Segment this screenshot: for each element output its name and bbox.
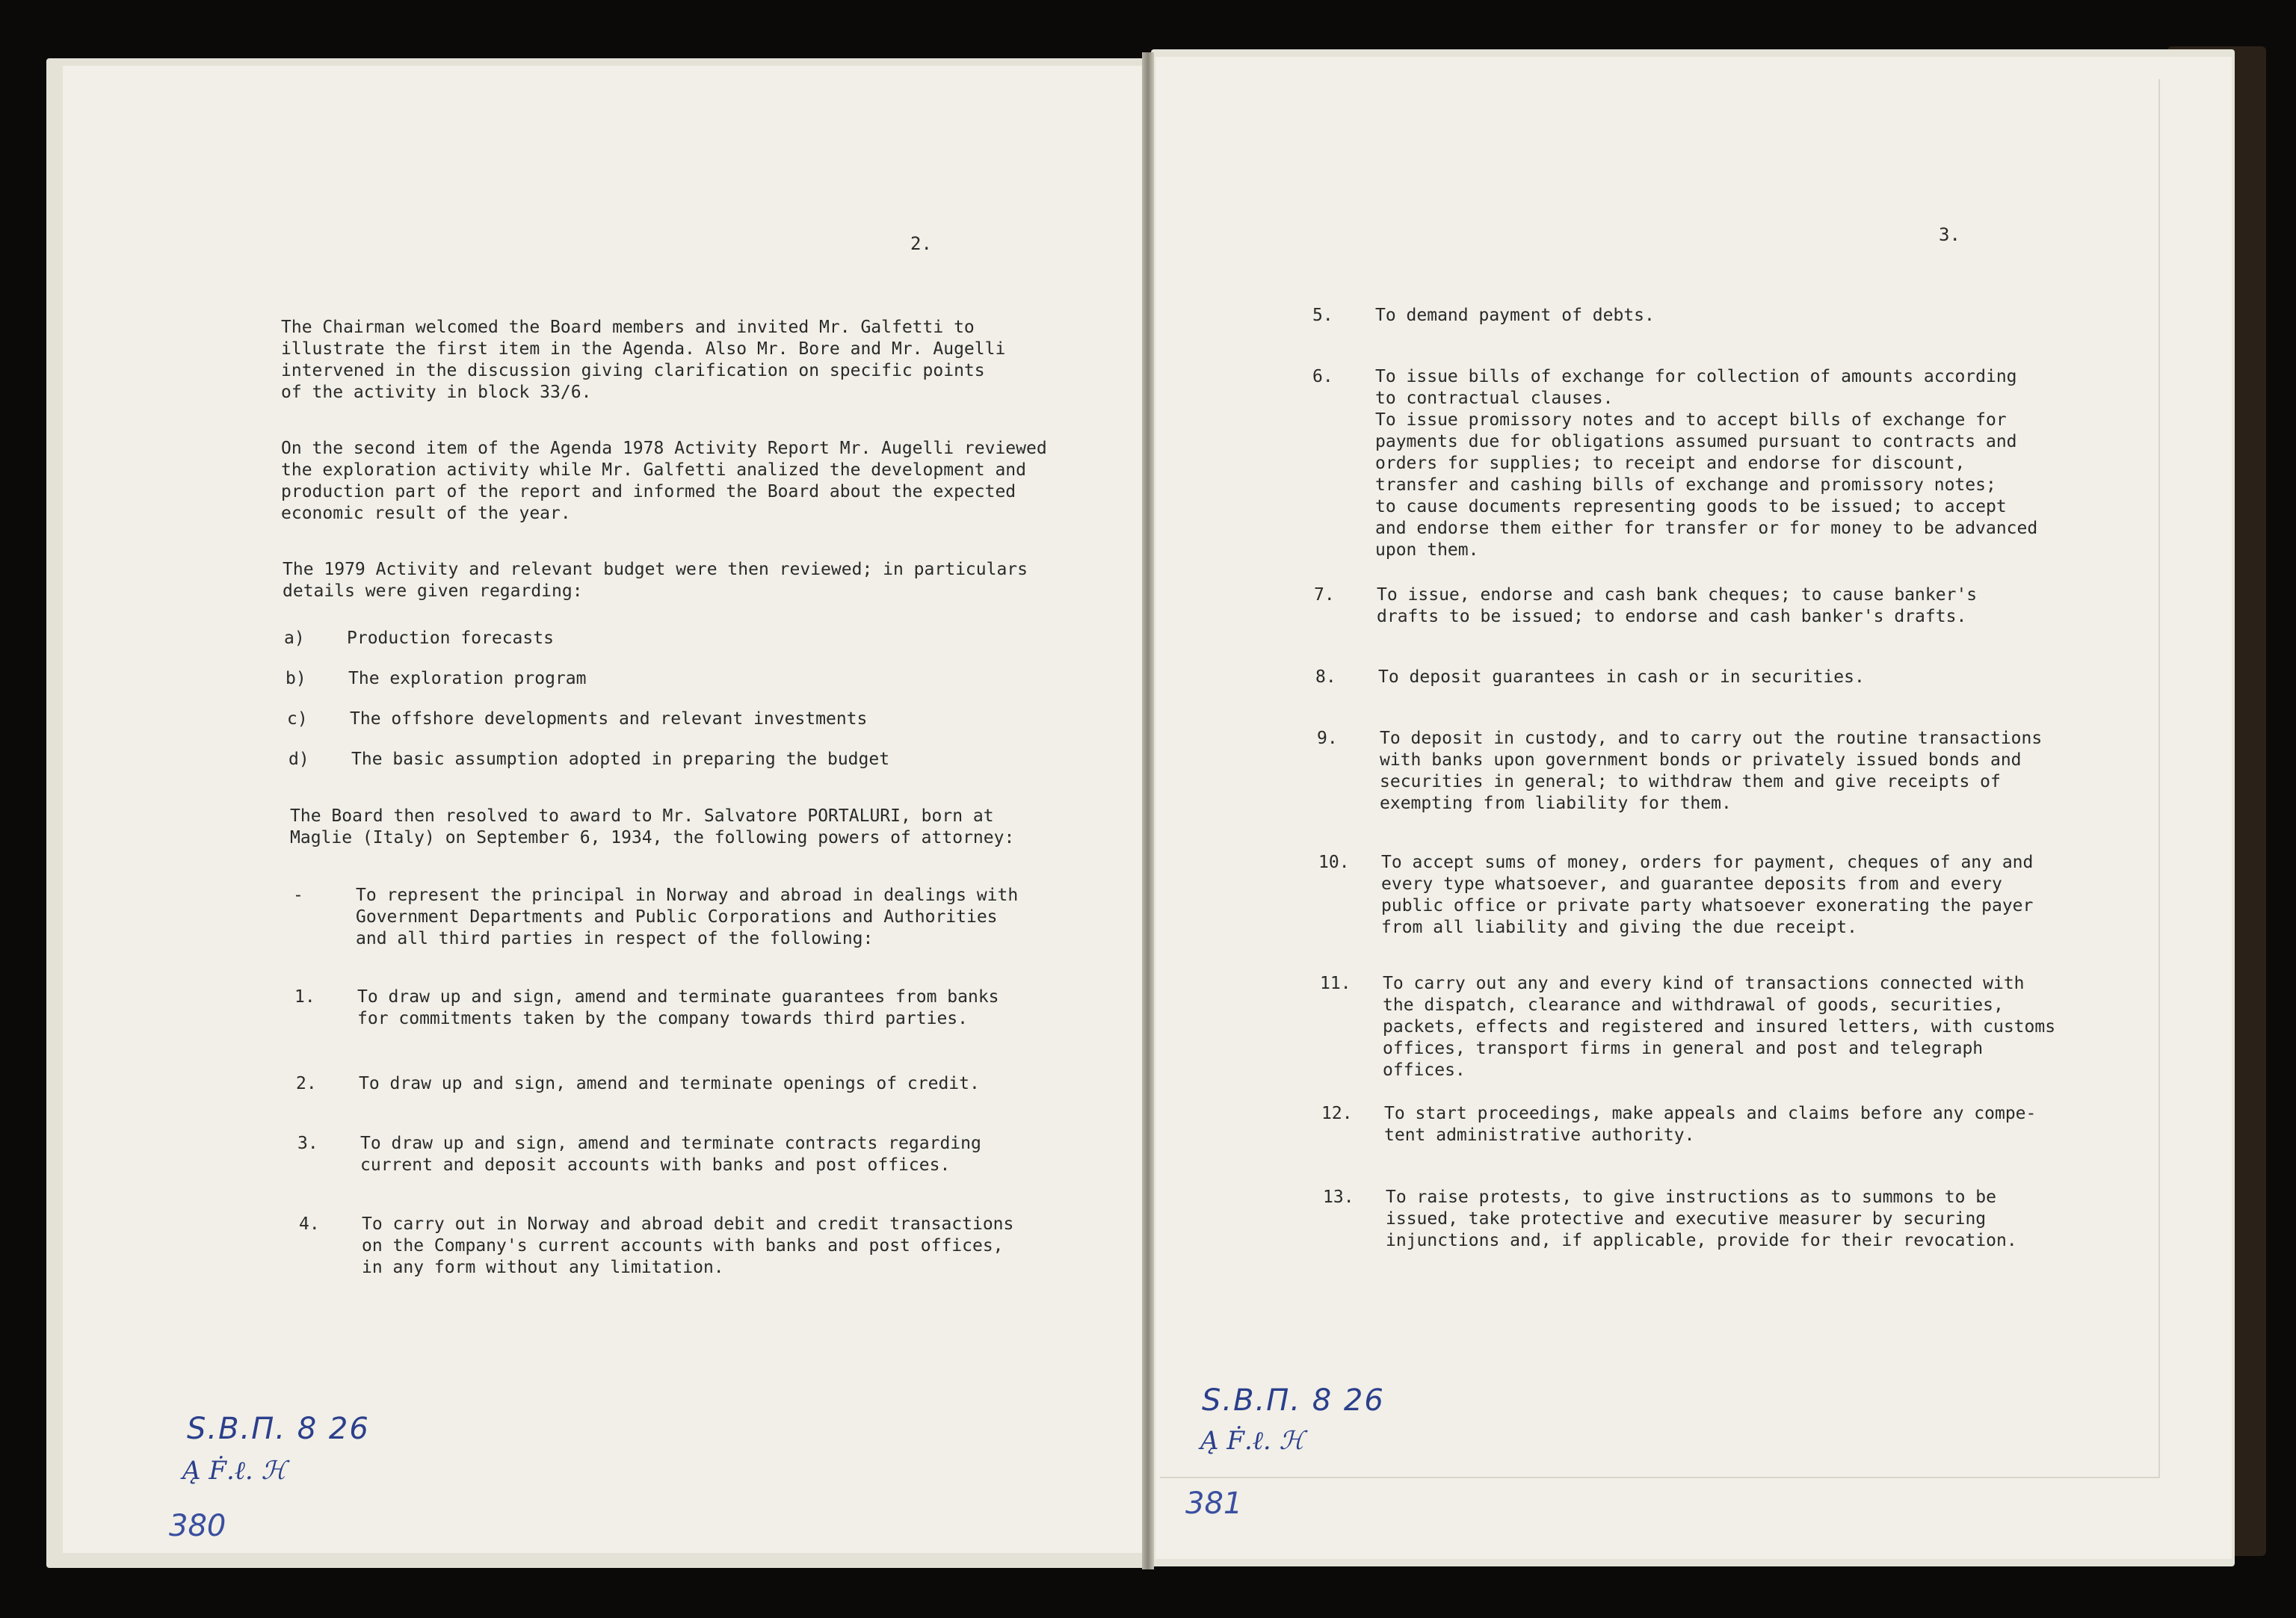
handwritten-code: S.B.П. 8 26 xyxy=(1202,1383,1385,1418)
left-page xyxy=(63,66,1144,1553)
item-text: To demand payment of debts. xyxy=(1375,306,1655,325)
item-text: The offshore developments and relevant investments xyxy=(350,709,868,729)
right-page xyxy=(1155,57,2232,1559)
page-number: 2. xyxy=(910,233,932,254)
item-text: To carry out in Norway and abroad debit and credit transactions on the Company's current accounts with banks and post offices, in any form without any limitation. xyxy=(362,1214,1014,1277)
item-text: To carry out any and every kind of transactions connected with the dispatch, clearance and withdrawal of goods, securities, packets, effects and registered and insured letters, with customs offices, transport firms in general and post and telegraph offices. xyxy=(1383,974,2056,1080)
item-label: 8. xyxy=(1315,667,1336,687)
item-label: 4. xyxy=(299,1214,320,1234)
item-label: 7. xyxy=(1314,585,1335,605)
item-label: a) xyxy=(284,629,305,648)
paragraph-chairman: The Chairman welcomed the Board members and invited Mr. Galfetti to illustrate the first item in the Agenda. Also Mr. Bore and Mr. Augelli intervened in the discussion giving clarification on specific points of the activity in block 33/6. xyxy=(281,318,1006,402)
item-label: 11. xyxy=(1320,974,1351,993)
paragraph-budget: The 1979 Activity and relevant budget were then reviewed; in particulars details were given regarding: xyxy=(283,560,1028,601)
item-label: 2. xyxy=(296,1074,317,1093)
folio-number: 380 xyxy=(169,1509,226,1543)
item-text: To raise protests, to give instructions as to summons to be issued, take protective and executive measurer by securing injunctions and, if applicable, provide for their revocation. xyxy=(1386,1188,2017,1250)
item-text: To deposit guarantees in cash or in securities. xyxy=(1378,667,1865,687)
item-text: Production forecasts xyxy=(347,629,554,648)
item-label: d) xyxy=(288,750,309,769)
item-text: To accept sums of money, orders for payment, cheques of any and every type whatsoever, and guarantee deposits from and every public office or private party whatsoever exonerating the payer from all liability and giving the due receipt. xyxy=(1381,853,2034,937)
item-text: To draw up and sign, amend and terminate guarantees from banks for commitments taken by the company towards third parties. xyxy=(357,987,999,1028)
item-text: To draw up and sign, amend and terminate openings of credit. xyxy=(359,1074,980,1093)
item-text: The exploration program xyxy=(348,669,587,688)
item-label: - xyxy=(293,886,303,905)
handwritten-signature: Ą Ḟ.ℓ. ℋ xyxy=(182,1456,287,1486)
book-gutter xyxy=(1142,52,1154,1569)
item-text: To deposit in custody, and to carry out the routine transactions with banks upon government bonds or privately issued bonds and securities in general; to withdraw them and give receipts of exempting from liability for them. xyxy=(1380,729,2043,813)
item-text: To represent the principal in Norway and abroad in dealings with Government Departments and Public Corporations and Authorities and all third parties in respect of the following: xyxy=(356,886,1019,948)
item-label: b) xyxy=(286,669,306,688)
item-label: 9. xyxy=(1317,729,1338,748)
handwritten-signature: Ą Ḟ.ℓ. ℋ xyxy=(1200,1426,1305,1456)
item-text: To start proceedings, make appeals and claims before any compe- tent administrative authority. xyxy=(1384,1104,2037,1145)
item-label: 5. xyxy=(1312,306,1333,325)
item-text: The basic assumption adopted in preparing the budget xyxy=(351,750,890,769)
item-text: To issue bills of exchange for collection of amounts according to contractual clauses. To issue promissory notes and to accept bills of exchange for payments due for obligations assumed pursuant to contracts and orders for supplies; to receipt and endorse for discount, transfer and cashing bills of exchange and promissory notes; to cause documents representing goods to be issued; to accept and endorse them either for transfer or for money to be advanced upon them. xyxy=(1375,367,2038,560)
handwritten-code: S.B.П. 8 26 xyxy=(187,1412,370,1446)
folio-number: 381 xyxy=(1185,1486,1243,1521)
item-label: 1. xyxy=(294,987,315,1007)
item-label: 3. xyxy=(297,1134,318,1153)
item-text: To draw up and sign, amend and terminate contracts regarding current and deposit accounts with banks and post offices. xyxy=(360,1134,981,1175)
paragraph-resolution: The Board then resolved to award to Mr. Salvatore PORTALURI, born at Maglie (Italy) on September 6, 1934, the following powers of attorney: xyxy=(290,806,1015,847)
item-label: c) xyxy=(287,709,308,729)
item-label: 6. xyxy=(1312,367,1333,386)
item-label: 13. xyxy=(1323,1188,1354,1207)
paragraph-activity-report: On the second item of the Agenda 1978 Activity Report Mr. Augelli reviewed the exploration activity while Mr. Galfetti analized the development and production part of the report and informed the Board about the expected economic result of the year. xyxy=(281,439,1047,523)
item-label: 12. xyxy=(1321,1104,1353,1123)
page-number: 3. xyxy=(1939,224,1960,245)
item-label: 10. xyxy=(1318,853,1350,872)
item-text: To issue, endorse and cash bank cheques; to cause banker's drafts to be issued; to endorse and cash banker's drafts. xyxy=(1377,585,1978,626)
